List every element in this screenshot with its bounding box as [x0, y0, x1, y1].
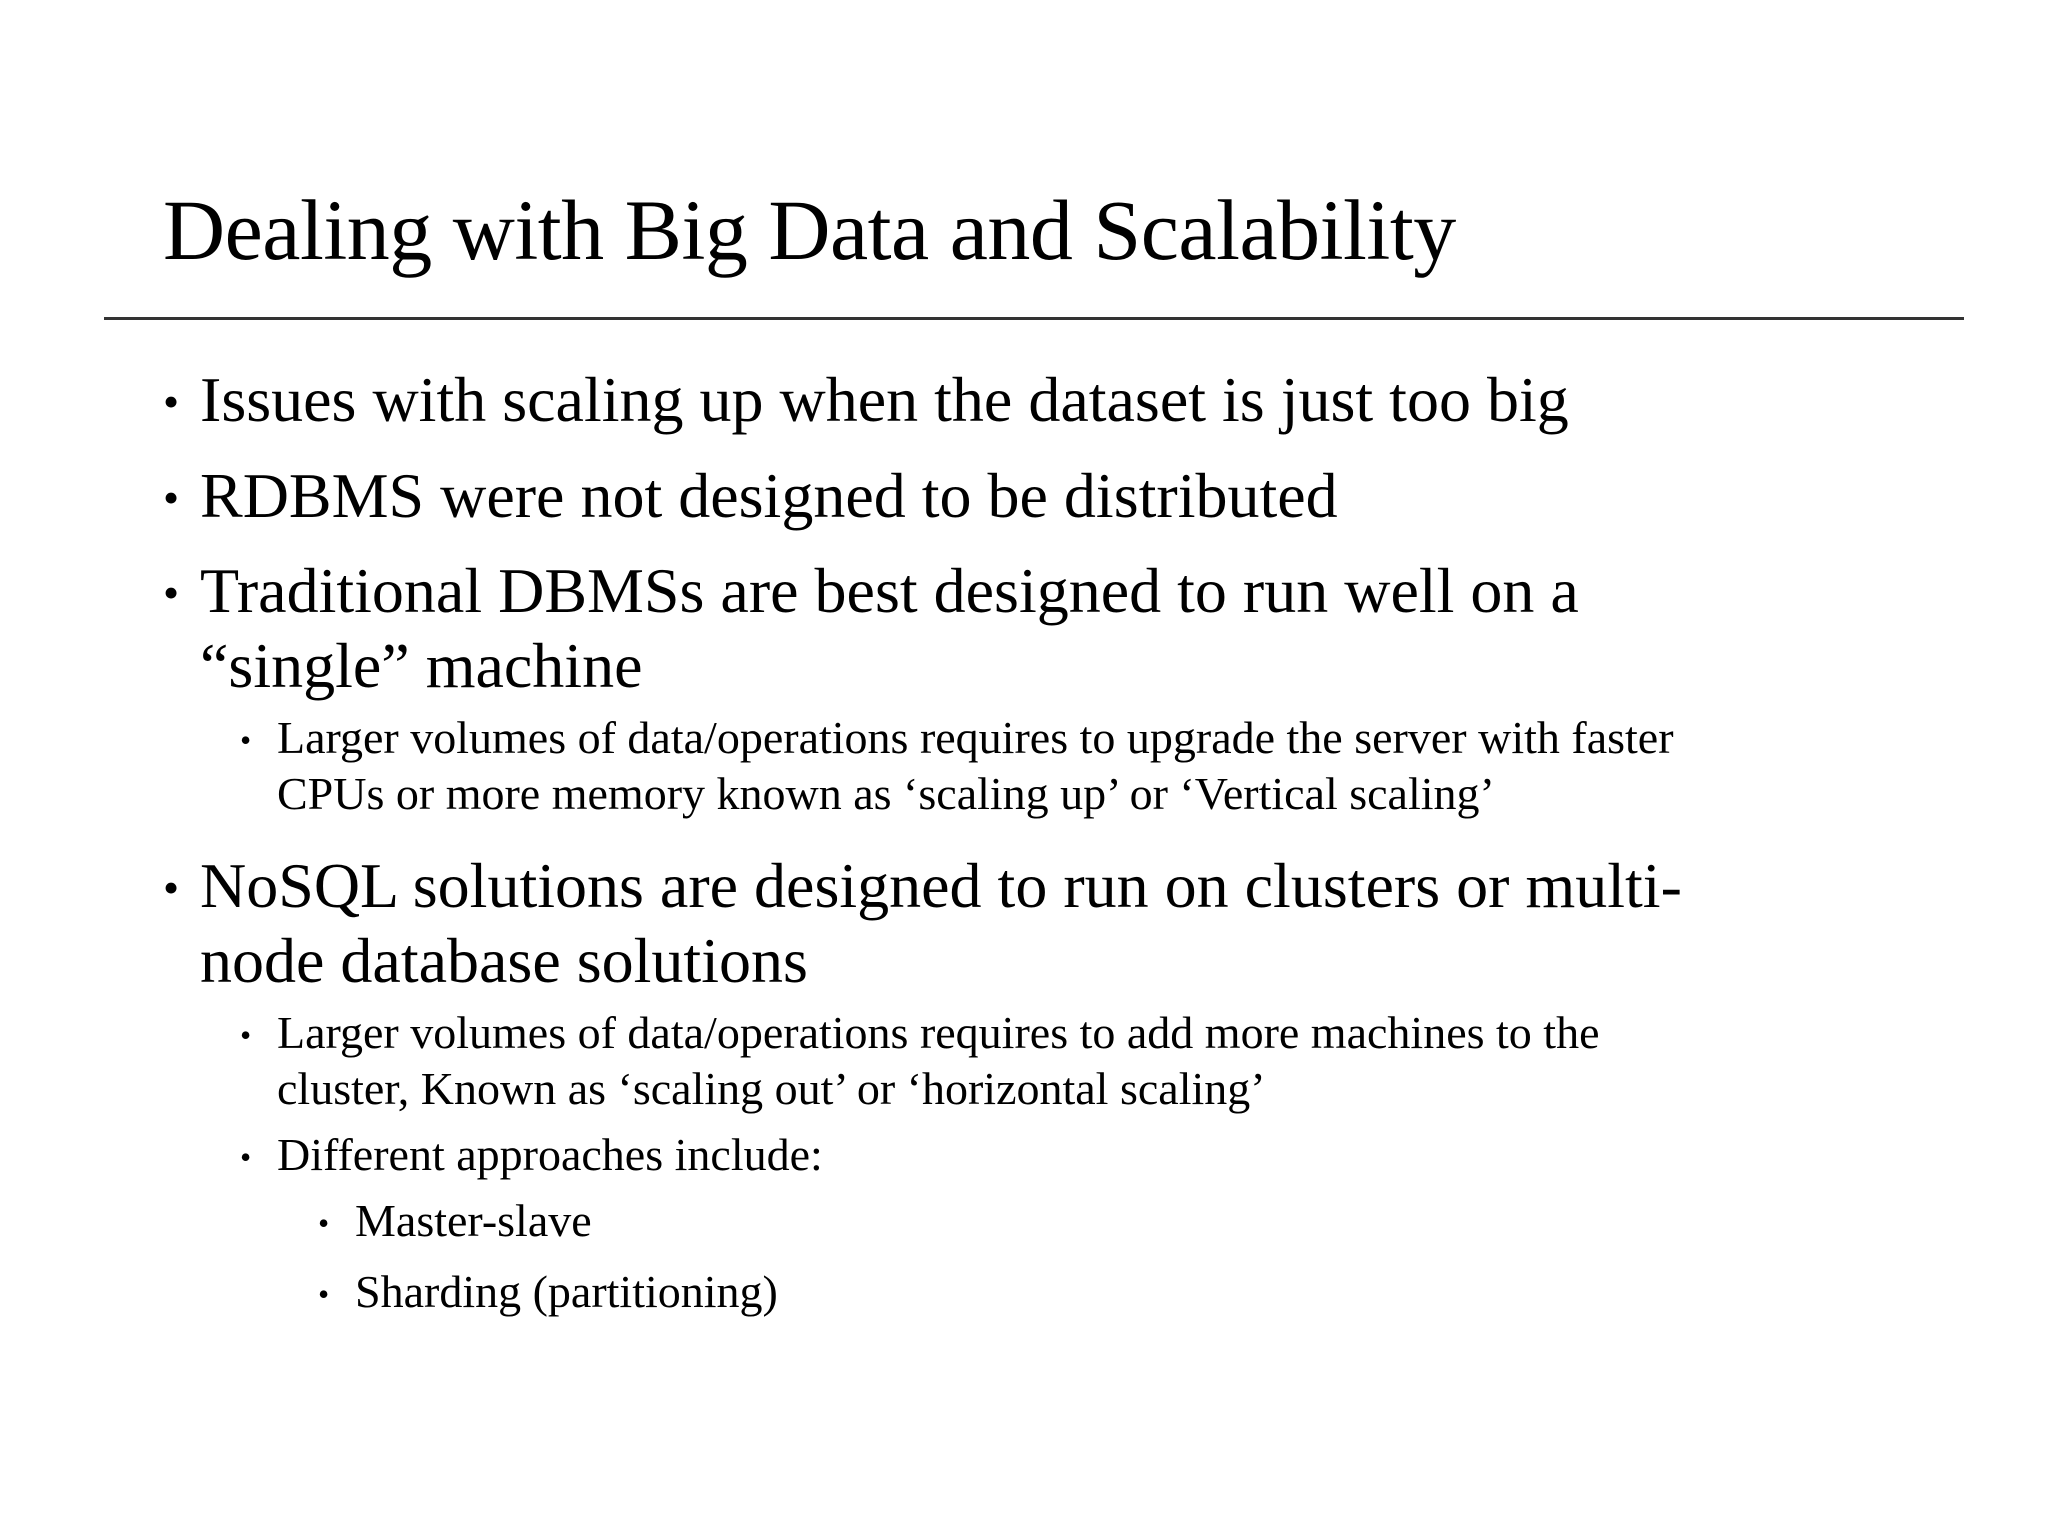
bullet-text-line: Master-slave — [355, 1195, 592, 1246]
bullet-marker-icon: • — [163, 472, 180, 523]
bullet-text-line: Different approaches include: — [277, 1129, 823, 1180]
bullet-marker-icon: • — [163, 567, 180, 618]
bullet-text-line: Sharding (partitioning) — [355, 1266, 778, 1317]
bullet-text-line: NoSQL solutions are designed to run on clusters or multi- — [200, 850, 1682, 921]
bullet-text — [277, 1005, 1600, 1117]
bullet-marker-icon: • — [240, 1139, 252, 1175]
slide-title: Dealing with Big Data and Scalability — [163, 182, 1456, 278]
bullet-text-line: RDBMS were not designed to be distributed — [200, 460, 1338, 531]
bullet-text — [277, 710, 1674, 822]
bullet-marker-icon: • — [163, 376, 180, 427]
bullet-text — [355, 1193, 592, 1249]
bullet-marker-icon: • — [163, 862, 180, 913]
bullet-text — [200, 848, 1682, 998]
bullet-marker-icon: • — [240, 722, 252, 758]
title-divider — [104, 317, 1964, 320]
bullet-text-line: Issues with scaling up when the dataset is just too big — [200, 364, 1569, 435]
bullet-text-line: CPUs or more memory known as ‘scaling up’ or ‘Vertical scaling’ — [277, 768, 1495, 819]
bullet-text — [277, 1127, 823, 1183]
bullet-text-line: cluster, Known as ‘scaling out’ or ‘horizontal scaling’ — [277, 1063, 1266, 1114]
bullet-text — [200, 553, 1579, 703]
bullet-text — [355, 1264, 778, 1320]
bullet-text-line: node database solutions — [200, 925, 808, 996]
bullet-text — [200, 458, 1338, 533]
bullet-marker-icon: • — [240, 1017, 252, 1053]
bullet-text-line: Traditional DBMSs are best designed to run well on a — [200, 555, 1579, 626]
bullet-text-line: Larger volumes of data/operations requires to upgrade the server with faster — [277, 712, 1674, 763]
bullet-marker-icon: • — [318, 1276, 330, 1312]
bullet-text — [200, 362, 1569, 437]
bullet-text-line: “single” machine — [200, 630, 643, 701]
bullet-text-line: Larger volumes of data/operations requires to add more machines to the — [277, 1007, 1600, 1058]
bullet-marker-icon: • — [318, 1205, 330, 1241]
